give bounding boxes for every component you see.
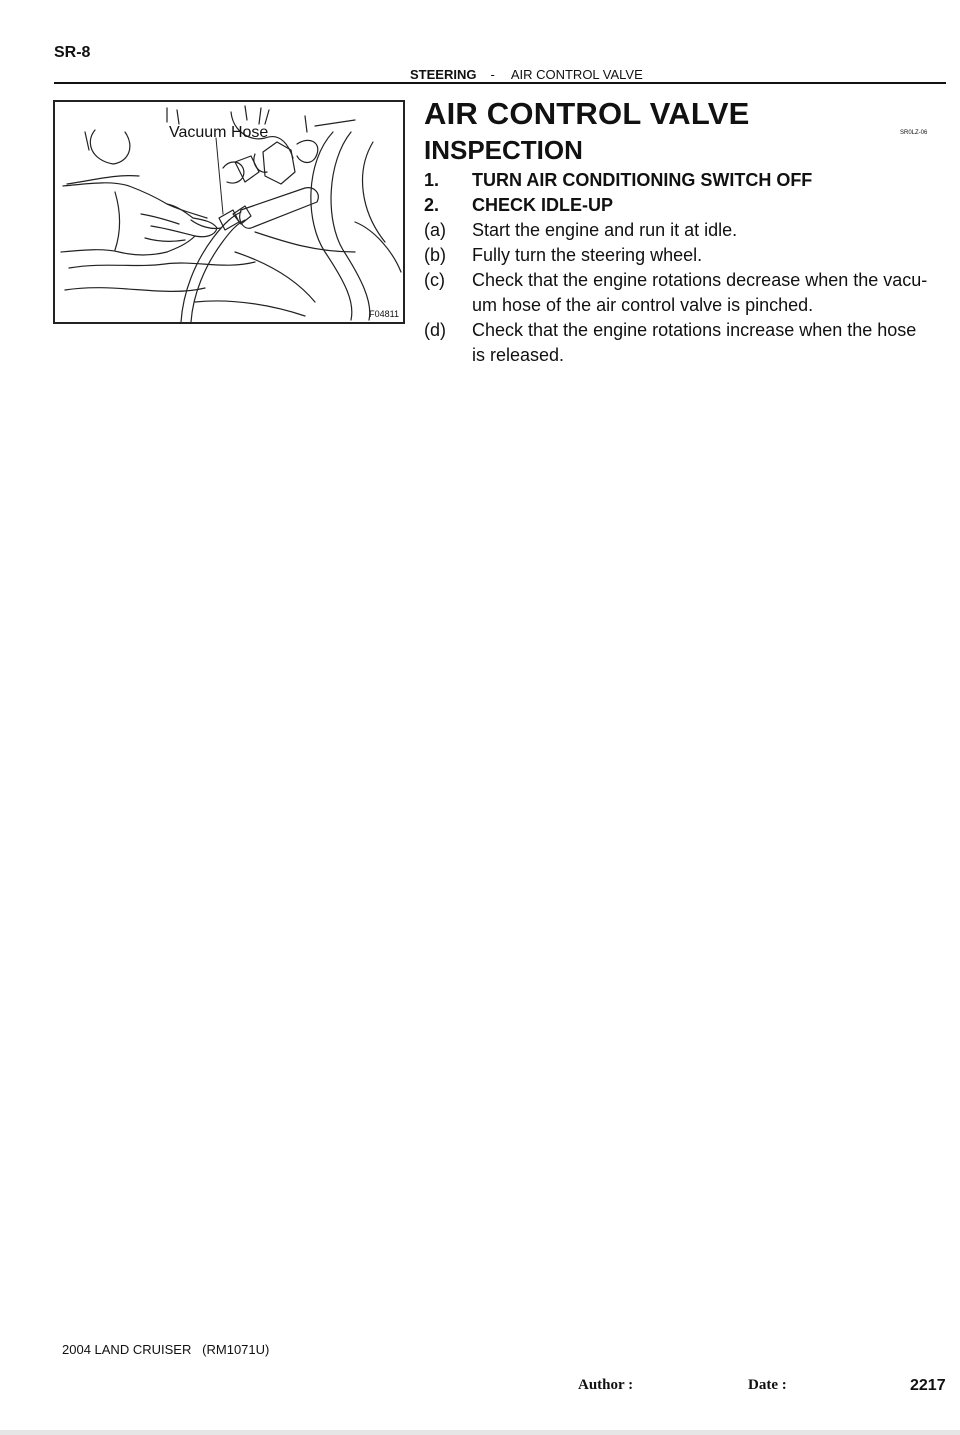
header-separator: - <box>490 67 495 82</box>
page-number: 2217 <box>910 1377 946 1394</box>
author-label: Author : <box>578 1377 634 1393</box>
section-header <box>410 67 643 82</box>
page-title: AIR CONTROL VALVE <box>424 96 750 131</box>
footer-model: 2004 LAND CRUISER (RM1071U) <box>62 1342 270 1357</box>
substep-text-line2: is released. <box>472 345 565 365</box>
header-rule <box>54 82 946 84</box>
substep-text: Fully turn the steering wheel. <box>472 245 703 265</box>
step-number: 2. <box>424 195 440 215</box>
step-text: CHECK IDLE-UP <box>472 195 614 215</box>
step-number: 1. <box>424 170 440 190</box>
document-code: SR0LZ-06 <box>900 130 928 136</box>
substep-letter: (a) <box>424 220 446 240</box>
section-subtitle: INSPECTION <box>424 135 583 165</box>
substep-text-line1: Check that the engine rotations decrease when the vacu- <box>472 270 928 290</box>
vacuum-hose-label: Vacuum Hose <box>169 124 269 141</box>
figure-code: F04811 <box>369 309 399 319</box>
substep-letter: (d) <box>424 320 446 340</box>
bottom-band <box>0 1430 960 1435</box>
subsection-name: AIR CONTROL VALVE <box>510 67 643 82</box>
substep-letter: (b) <box>424 245 446 265</box>
page-id: SR-8 <box>54 44 91 61</box>
date-label: Date : <box>748 1377 787 1393</box>
substep-letter: (c) <box>424 270 445 290</box>
substep-text-line2: um hose of the air control valve is pinched. <box>472 295 814 315</box>
step-text: TURN AIR CONDITIONING SWITCH OFF <box>472 170 813 190</box>
section-name: STEERING <box>410 67 477 82</box>
illustration-figure <box>53 100 405 324</box>
substep-text-line1: Check that the engine rotations increase when the hose <box>472 320 917 340</box>
substep-text: Start the engine and run it at idle. <box>472 220 738 240</box>
